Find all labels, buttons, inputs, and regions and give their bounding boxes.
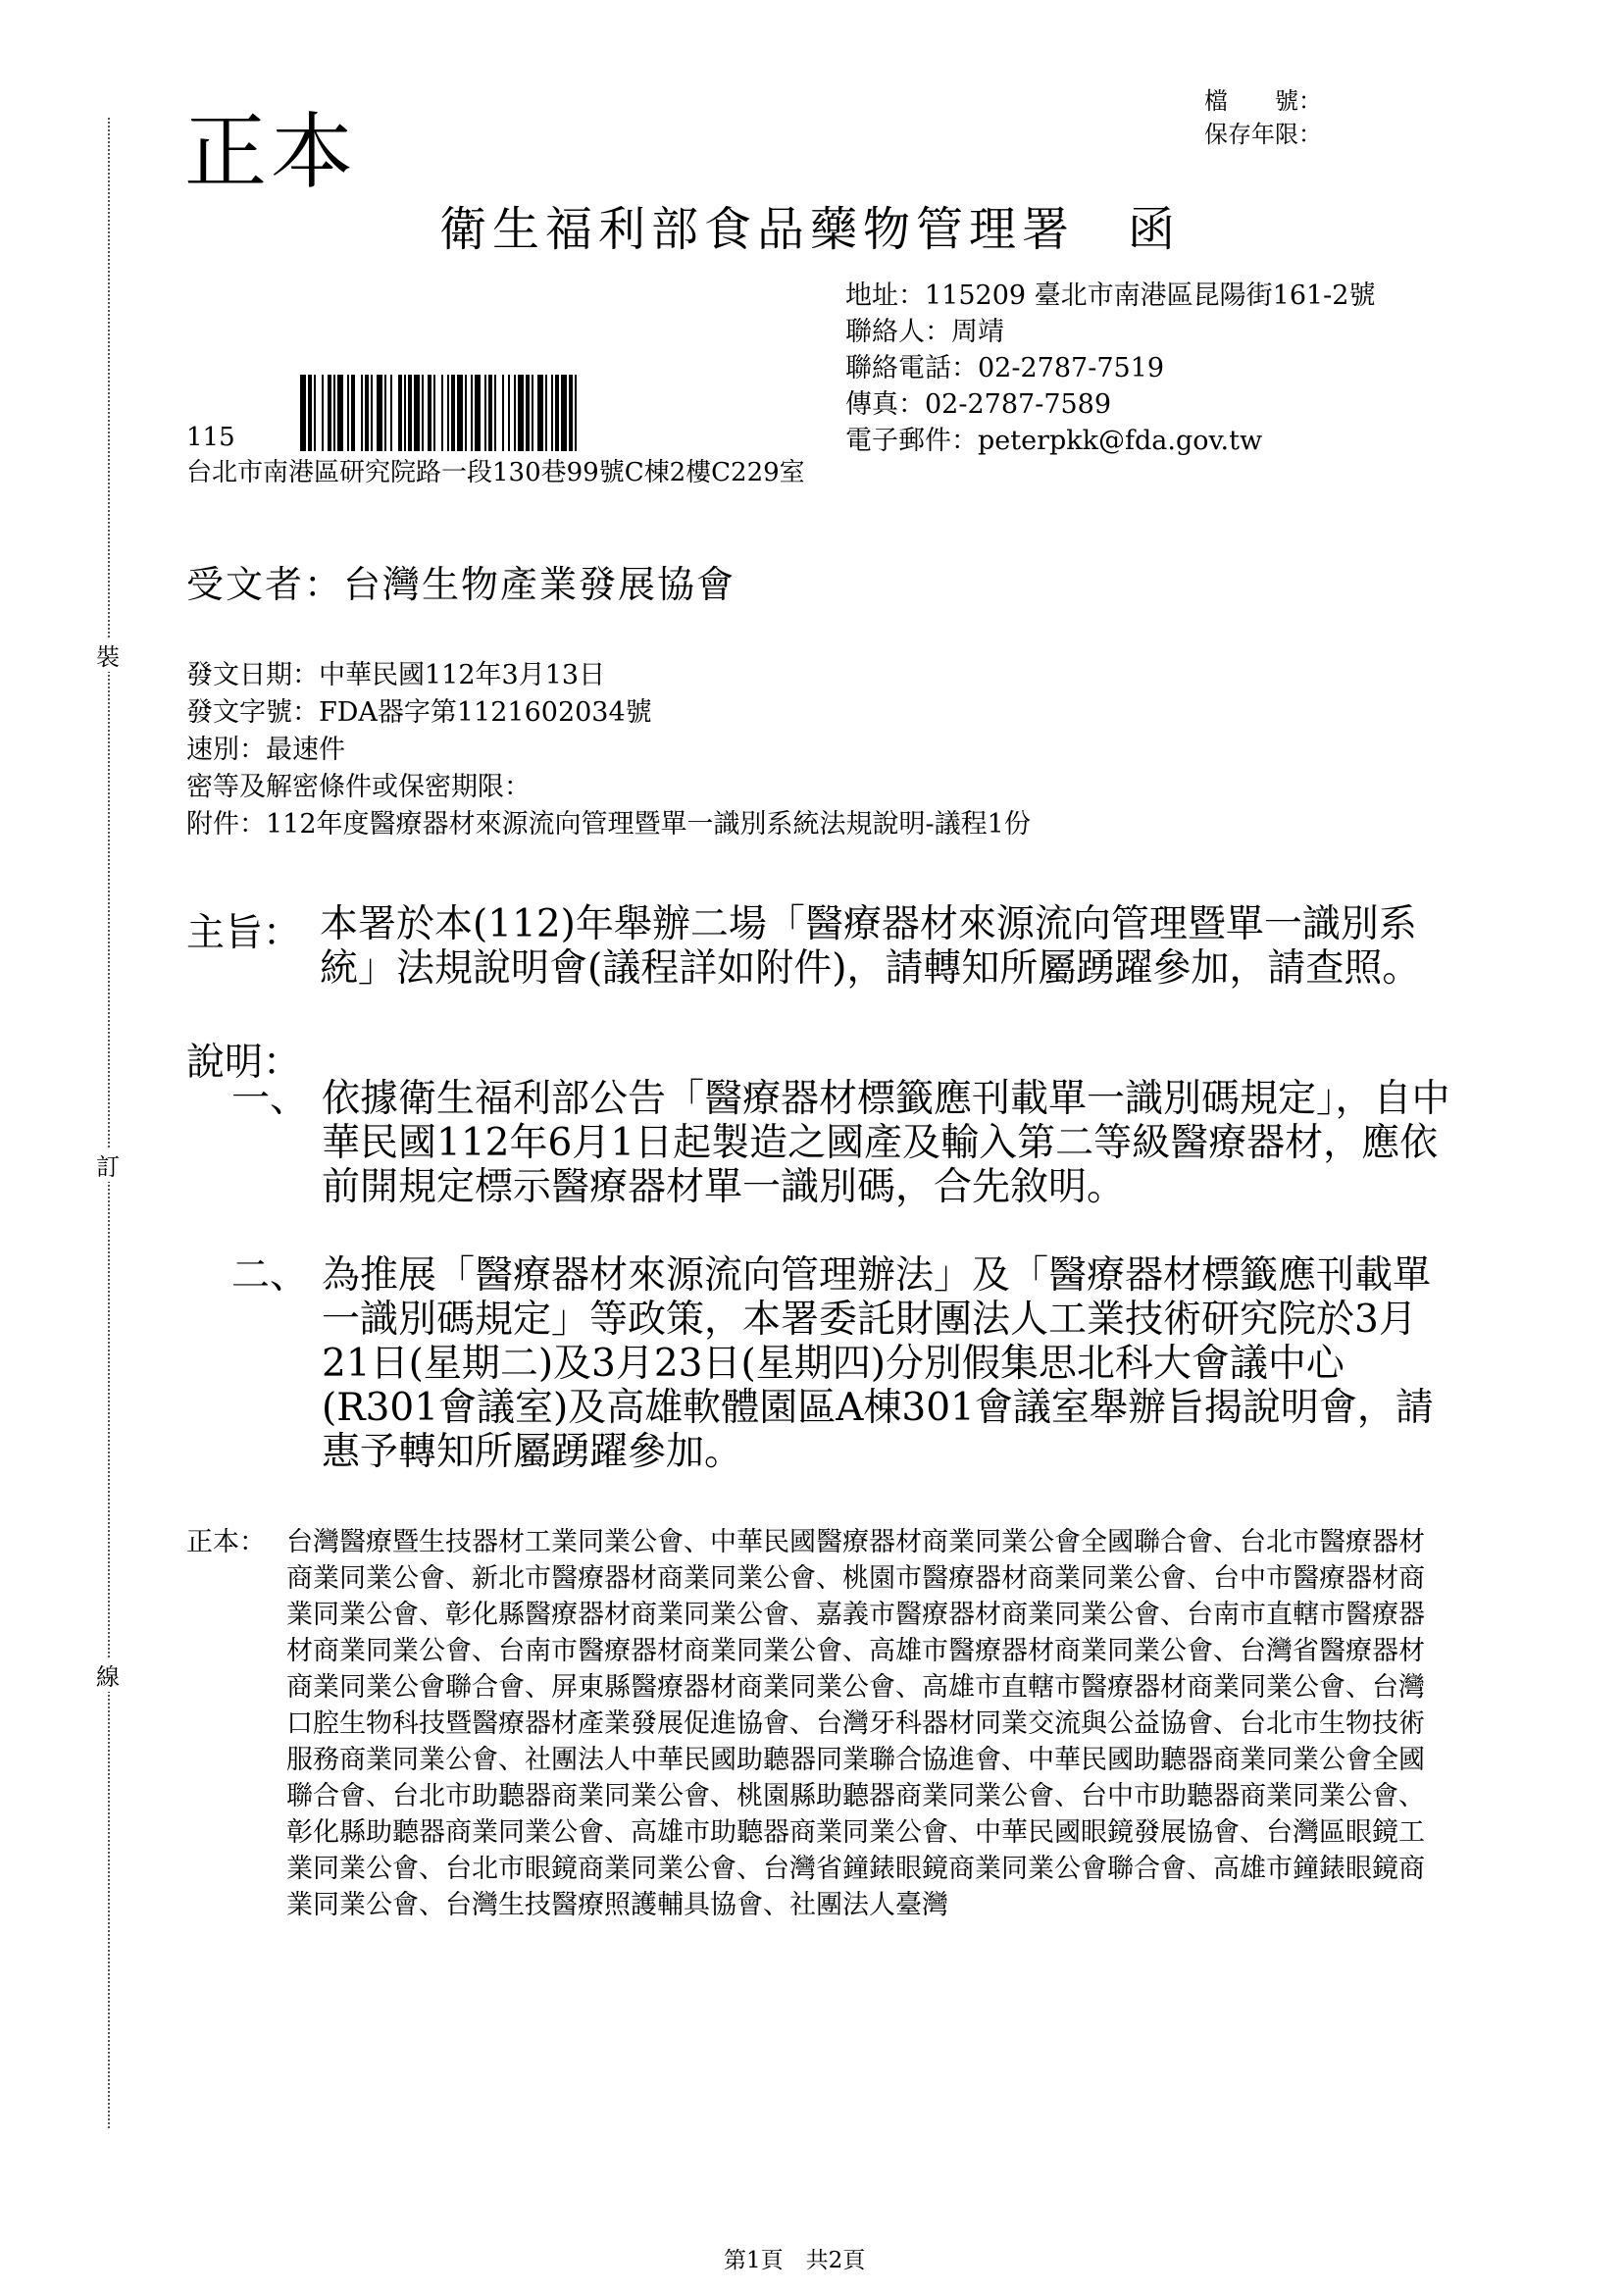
contact-person: 聯絡人：周靖 — [845, 317, 1004, 347]
explanation-item-marker: 一、 — [231, 1077, 309, 1121]
binding-line — [108, 118, 110, 2128]
secrecy-level: 密等及解密條件或保密期限： — [186, 772, 531, 802]
archive-info — [1204, 84, 1322, 151]
document-title: 衛生福利部食品藥物管理署 函 — [439, 202, 1182, 257]
explanation-label: 說明： — [186, 1041, 302, 1085]
recipient: 受文者：台灣生物產業發展協會 — [186, 563, 736, 606]
explanation-item-text: 為推展「醫療器材來源流向管理辦法」及「醫療器材標籤應刊載單一識別碼規定」等政策，本署委託財團法人工業技術研究院於3月21日(星期二)及3月23日(星期四)分別假集思北科大會議中心(R301會議室)及高雄軟體園區A棟301會議室舉辦旨揭說明會，請惠予轉知所屬踴躍參加。 — [322, 1253, 1434, 1474]
explanation-item-text: 依據衛生福利部公告「醫療器材標籤應刊載單一識別碼規定」，自中華民國112年6月1日起製造之國產及輸入第二等級醫療器材，應依前開規定標示醫療器材單一識別碼，合先敘明。 — [322, 1077, 1450, 1209]
distribution-list — [186, 1524, 1461, 1923]
attachment: 附件：112年度醫療器材來源流向管理暨單一識別系統法規說明-議程1份 — [186, 809, 1031, 840]
distribution-label: 正本： — [186, 1527, 266, 1557]
distribution-text: 台灣醫療暨生技器材工業同業公會、中華民國醫療器材商業同業公會全國聯合會、台北市醫療器材商業同業公會、新北市醫療器材商業同業公會、桃園市醫療器材商業同業公會、台中市醫療器材商業同業公會、彰化縣醫療器材商業同業公會、嘉義市醫療器材商業同業公會、台南市直轄市醫療器材商業同業公會、台南市醫療器材商業同業公會、高雄市醫療器材商業同業公會、台灣省醫療器材商業同業公會聯合會、屏東縣醫療器材商業同業公會、高雄市直轄市醫療器材商業同業公會、台灣口腔生物科技暨醫療器材產業發展促進協會、台灣牙科器材同業交流與公益協會、台北市生物技術服務商業同業公會、社團法人中華民國助聽器同業聯合協進會、中華民國助聽器商業同業公會全國聯合會、台北市助聽器商業同業公會、桃園縣助聽器商業同業公會、台中市助聽器商業同業公會、彰化縣助聽器商業同業公會、高雄市助聽器商業同業公會、中華民國眼鏡發展協會、台灣區眼鏡工業同業公會、台北市眼鏡商業同業公會、台灣省鐘錶眼鏡商業同業公會聯合會、高雄市鐘錶眼鏡商業同業公會、台灣生技醫療照護輔具協會、社團法人臺灣 — [286, 1527, 1425, 1920]
binding-mark-line: 線 — [96, 1657, 120, 1692]
subject-label: 主旨： — [186, 911, 302, 955]
contact-fax: 傳真：02-2787-7589 — [845, 389, 1112, 420]
subject-text: 本署於本(112)年舉辦二場「醫療器材來源流向管理暨單一識別系統」法規說明會(議程詳如附件)，請轉知所屬踴躍參加，請查照。 — [320, 902, 1421, 991]
explanation-item — [231, 1077, 1461, 1209]
contact-phone: 聯絡電話：02-2787-7519 — [845, 353, 1165, 383]
original-copy-stamp: 正本 — [184, 104, 358, 200]
binding-mark-fold: 訂 — [96, 1147, 120, 1182]
contact-email: 電子郵件：peterpkk@fda.gov.tw — [845, 426, 1263, 456]
mailing-address: 台北市南港區研究院路一段130巷99號C棟2樓C229室 — [186, 458, 805, 487]
contact-info — [845, 278, 1376, 459]
page-number: 第1頁 共2頁 — [724, 2248, 866, 2273]
explanation-item-marker: 二、 — [231, 1253, 309, 1298]
explanation-item — [231, 1253, 1461, 1474]
document-meta — [186, 657, 1031, 843]
subject — [186, 902, 1461, 991]
agency-address: 地址：115209 臺北市南港區昆陽街161-2號 — [845, 280, 1376, 311]
issue-date: 發文日期：中華民國112年3月13日 — [186, 660, 606, 690]
document-number: 發文字號：FDA器字第1121602034號 — [186, 697, 652, 728]
file-number-label: 檔 號： — [1204, 87, 1322, 115]
postcode: 115 — [186, 423, 235, 452]
barcode — [300, 375, 732, 451]
urgency: 速別：最速件 — [186, 735, 345, 765]
retention-label: 保存年限： — [1204, 121, 1322, 148]
binding-mark-bind: 裝 — [96, 637, 120, 672]
barcode-bar — [575, 375, 577, 451]
